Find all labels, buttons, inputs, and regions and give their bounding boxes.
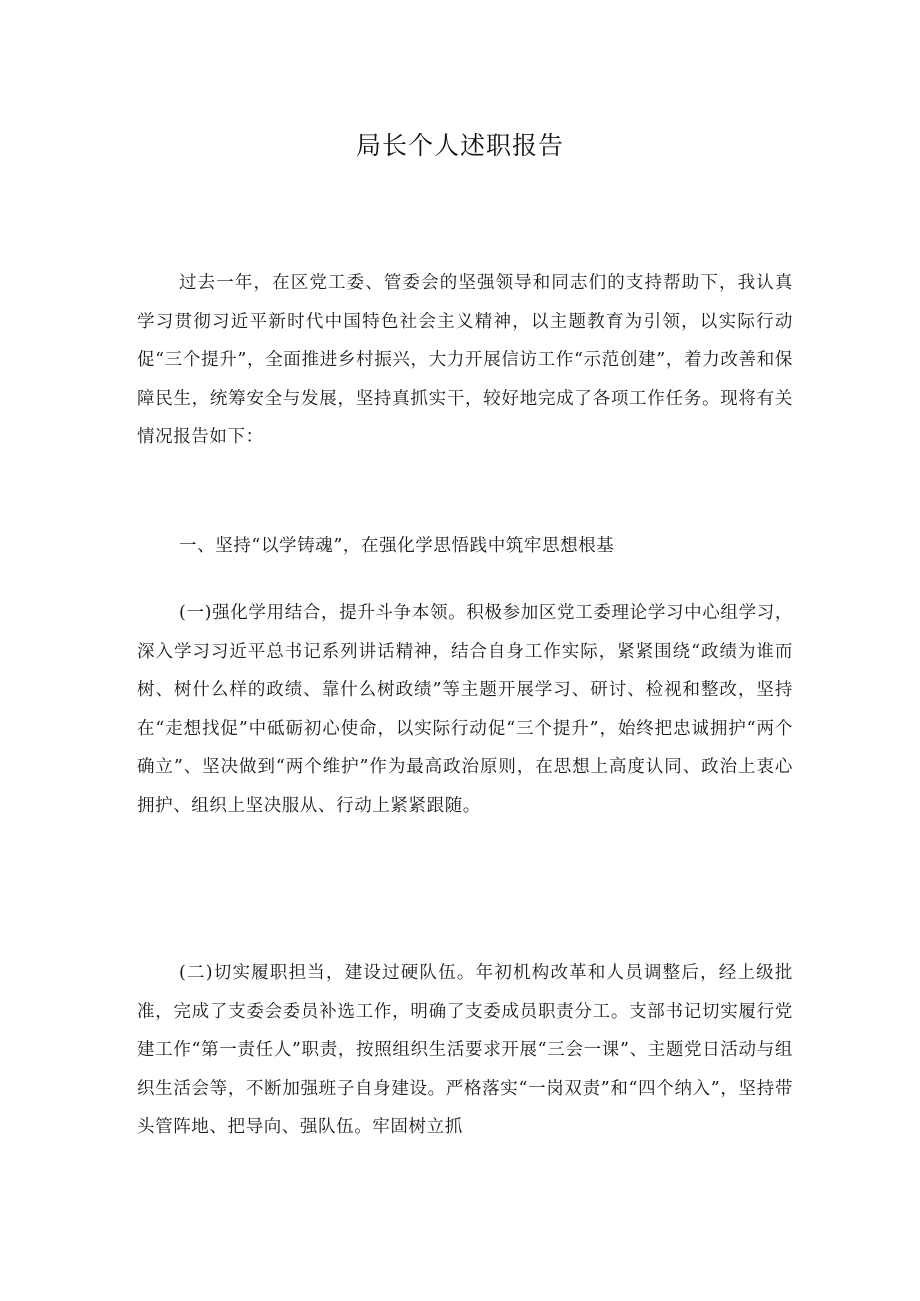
subsection-paragraph-1: (一)强化学用结合，提升斗争本领。积极参加区党工委理论学习中心组学习，深入学习习近平总书记系列讲话精神，结合自身工作实际，紧紧围绕“政绩为谁而树、树什么样的政绩、靠什么树政绩”等主题开展学习、研讨、检视和整改，坚持在“走想找促”中砥砺初心使命，以实际行动促“三个提升”，始终把忠诚拥护“两个确立”、坚决做到“两个维护”作为最高政治原则，在思想上高度认同、政治上衷心拥护、组织上坚决服从、行动上紧紧跟随。 <box>137 603 793 816</box>
intro-paragraph: 过去一年，在区党工委、管委会的坚强领导和同志们的支持帮助下，我认真学习贯彻习近平新时代中国特色社会主义精神，以主题教育为引领，以实际行动促“三个提升”，全面推进乡村振兴，大力开展信访工作“示范创建”，着力改善和保障民生，统筹安全与发展，坚持真抓实干，较好地完成了各项工作任务。现将有关情况报告如下： <box>137 273 793 448</box>
document-title: 局长个人述职报告 <box>355 131 564 160</box>
section-heading-1: 一、坚持“以学铸魂”，在强化学思悟践中筑牢思想根基 <box>179 536 615 556</box>
subsection-paragraph-2: (二)切实履职担当，建设过硬队伍。年初机构改革和人员调整后，经上级批准，完成了支委会委员补选工作，明确了支委成员职责分工。支部书记切实履行党建工作“第一责任人”职责，按照组织生活要求开展“三会一课”、主题党日活动与组织生活会等，不断加强班子自身建设。严格落实“一岗双责”和“四个纳入”，坚持带头管阵地、把导向、强队伍。牢固树立抓 <box>137 963 793 1138</box>
